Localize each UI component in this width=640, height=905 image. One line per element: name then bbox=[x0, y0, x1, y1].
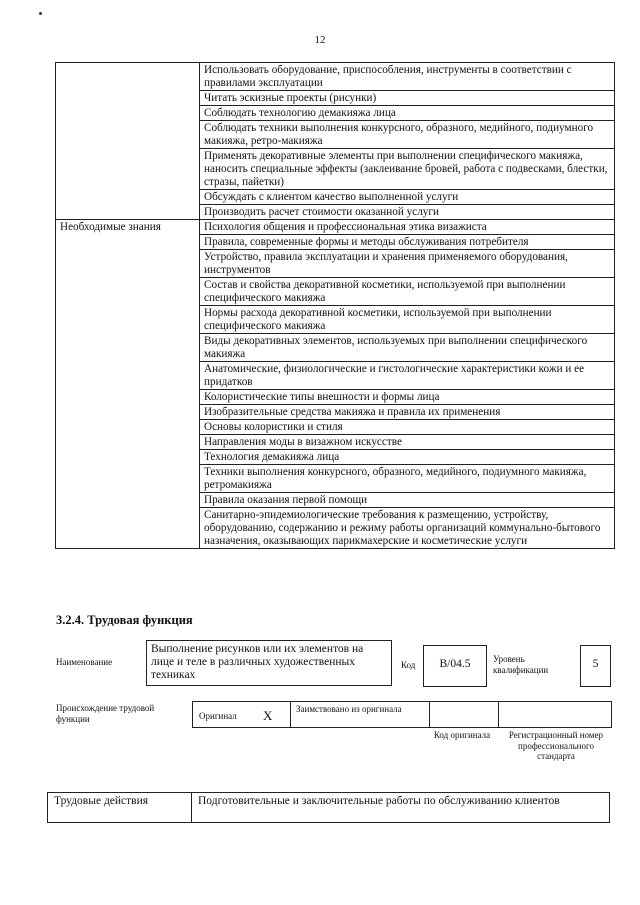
function-code-value: В/04.5 bbox=[439, 658, 471, 670]
code-original-label: Код оригинала bbox=[433, 730, 491, 740]
original-mark: Х bbox=[263, 708, 273, 723]
table-cell: Основы колористики и стиля bbox=[200, 420, 615, 435]
scan-dot bbox=[39, 12, 42, 15]
section-heading: 3.2.4. Трудовая функция bbox=[56, 613, 193, 627]
table-cell: Психология общения и профессиональная этика визажиста bbox=[200, 220, 615, 235]
table-cell: Техники выполнения конкурсного, образного, медийного, подиумного макияжа, ретромакияжа bbox=[200, 465, 615, 493]
table-cell: Использовать оборудование, приспособления, инструменты в соответствии с правилами эксплуатации bbox=[200, 63, 615, 91]
function-code-box bbox=[423, 645, 487, 687]
table-cell: Направления моды в визажном искусстве bbox=[200, 435, 615, 450]
code-label: Код bbox=[401, 660, 416, 670]
knowledge-skills-table bbox=[55, 62, 615, 549]
actions-box bbox=[47, 792, 610, 823]
table-cell: Санитарно-эпидемиологические требования к размещению, устройству, оборудованию, содержанию и режиму работы организаций коммунально-бытового назначения, оказывающих парикмахерские и косметические услуги bbox=[200, 508, 615, 549]
table-cell: Применять декоративные элементы при выполнении специфического макияжа, наносить специальные эффекты (заклеивание бровей, работа с подвесками, блестки, стразы, пайетки) bbox=[200, 149, 615, 190]
origin-divider-2 bbox=[429, 701, 430, 728]
table-cell: Правила оказания первой помощи bbox=[200, 493, 615, 508]
name-label: Наименование bbox=[56, 657, 113, 667]
level-label: Уровень квалификации bbox=[493, 654, 549, 675]
actions-label: Трудовые действия bbox=[54, 795, 149, 807]
reg-number-label: Регистрационный номер профессионального стандарта bbox=[508, 730, 604, 761]
table-cell: Колористические типы внешности и формы лица bbox=[200, 390, 615, 405]
function-name-value: Выполнение рисунков или их элементов на лице и теле в различных художественных техниках bbox=[151, 643, 364, 681]
actions-value: Подготовительные и заключительные работы по обслуживанию клиентов bbox=[198, 795, 560, 807]
function-name-box bbox=[146, 640, 392, 686]
level-value: 5 bbox=[592, 658, 599, 670]
table-cell: Технология демакияжа лица bbox=[200, 450, 615, 465]
table-cell: Производить расчет стоимости оказанной услуги bbox=[200, 205, 615, 220]
table-cell: Нормы расхода декоративной косметики, используемой при выполнении специфического макияжа bbox=[200, 306, 615, 334]
page-number: 12 bbox=[314, 34, 326, 46]
actions-divider bbox=[191, 792, 192, 823]
table-cell: Обсуждать с клиентом качество выполненной услуги bbox=[200, 190, 615, 205]
table-cell: Состав и свойства декоративной косметики, используемой при выполнении специфического макияжа bbox=[200, 278, 615, 306]
knowledge-label-cell: Необходимые знания bbox=[56, 220, 200, 549]
origin-box bbox=[192, 701, 612, 728]
table-cell: Изобразительные средства макияжа и правила их применения bbox=[200, 405, 615, 420]
table-cell: Соблюдать техники выполнения конкурсного, образного, медийного, подиумного макияжа, ретро-макияжа bbox=[200, 121, 615, 149]
table-cell: Устройство, правила эксплуатации и хранения применяемого оборудования, инструментов bbox=[200, 250, 615, 278]
table-row bbox=[56, 63, 615, 91]
origin-label: Происхождение трудовой функции bbox=[56, 703, 155, 724]
origin-divider-3 bbox=[498, 701, 499, 728]
original-label: Оригинал bbox=[199, 711, 237, 721]
level-box bbox=[580, 645, 611, 687]
table-cell: Правила, современные формы и методы обслуживания потребителя bbox=[200, 235, 615, 250]
table-cell: Анатомические, физиологические и гистологические характеристики кожи и ее придатков bbox=[200, 362, 615, 390]
table-cell: Читать эскизные проекты (рисунки) bbox=[200, 91, 615, 106]
origin-divider-1 bbox=[290, 701, 291, 728]
table-cell: Виды декоративных элементов, используемых при выполнении специфического макияжа bbox=[200, 334, 615, 362]
table-cell: Соблюдать технологию демакияжа лица bbox=[200, 106, 615, 121]
table-row bbox=[56, 220, 615, 235]
borrowed-label: Заимствовано из оригинала bbox=[296, 704, 402, 714]
skills-label-cell bbox=[56, 63, 200, 220]
